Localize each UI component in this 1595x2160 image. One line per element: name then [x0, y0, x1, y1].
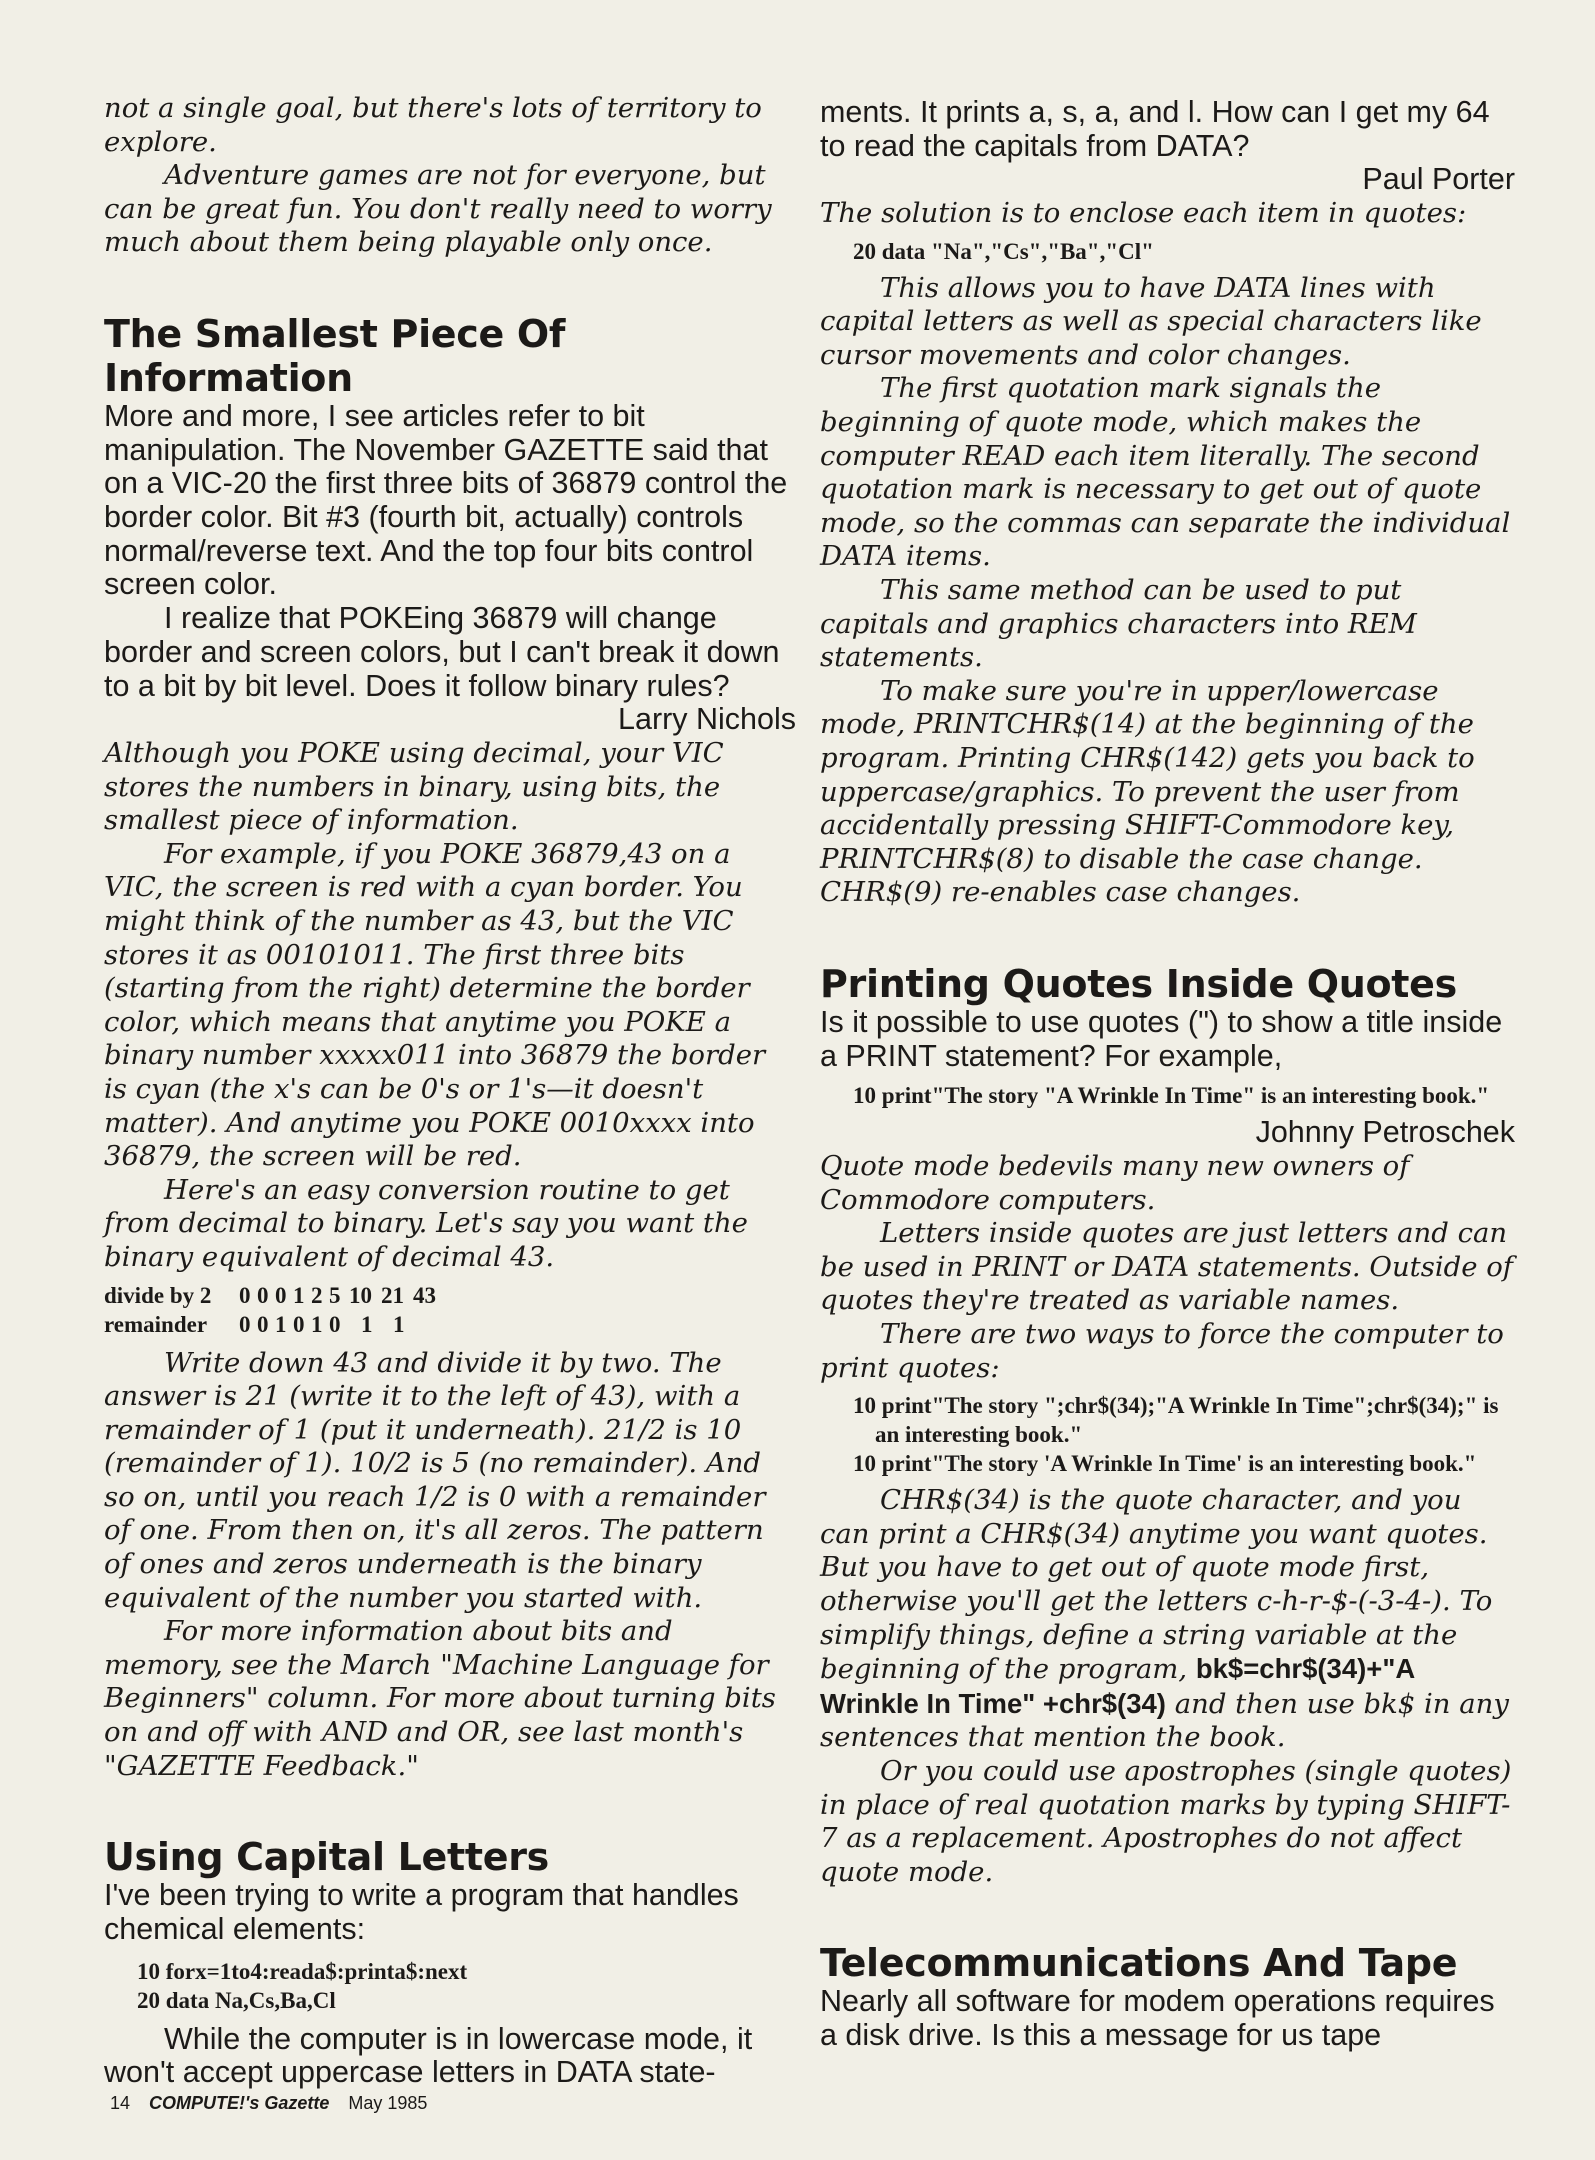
table-cell: 43: [413, 1282, 436, 1308]
code-listing-3: [820, 1081, 1515, 1110]
table-cell: 0: [257, 1311, 269, 1337]
answer-paragraph-8: The first quotation mark signals the beginning of quote mode, which makes the computer READ each item literally. The second quotation mark is necessary to get out of quote mode, so the commas can separate the individual DATA items.: [820, 372, 1511, 573]
table-cell: 2: [311, 1282, 323, 1308]
question-paragraph-3: I've been trying to write a program that handles chemical elements:: [104, 1878, 739, 1946]
code-line: 10 print"The story "A Wrinkle In Time" is an interesting book.": [853, 1083, 1490, 1109]
code-listing-2: [820, 237, 1515, 266]
table-cell: 0: [239, 1311, 251, 1337]
section-title-capital-letters: Using Capital Letters: [104, 1835, 549, 1880]
section-title-telecommunications: Telecommunications And Tape: [820, 1941, 1458, 1986]
answer-paragraph-12: Letters inside quotes are just letters and can be used in PRINT or DATA statements. Outside of quotes they're treated as variable names.: [820, 1217, 1513, 1317]
signature-johnny-petroschek: Johnny Petroschek: [1255, 1115, 1515, 1150]
table-cell: 0: [329, 1311, 341, 1337]
answer-paragraph-4: Write down 43 and divide it by two. The answer is 21 (write it to the left of 43), with a remainder of 1 (put it underneath). 21/2 is 10 (remainder of 1). 10/2 is 5 (no remainder). And so on, until you reach 1/2 is 0 with a remainder of one. From then on, it's all zeros. The pattern of ones and zeros underneath is the binary equivalent of the number you started with.: [104, 1346, 766, 1614]
question-paragraph-5: Is it possible to use quotes (") to show a title inside a PRINT statement? For example,: [820, 1004, 1503, 1073]
answer-paragraph-3: Here's an easy conversion routine to get from decimal to binary. Let's say you want the binary equivalent of decimal 43.: [104, 1173, 748, 1273]
table-cell: 0: [239, 1282, 251, 1308]
page-footer: [110, 2093, 441, 2114]
question-paragraph-1: More and more, I see articles refer to bit manipulation. The November GAZETTE said that on a VIC-20 the first three bits of 36879 control the border color. Bit #3 (fourth bit, actually) controls normal/reverse text. And the top four bits control screen color.: [104, 398, 788, 602]
table-cell: 21: [381, 1282, 404, 1308]
intro-paragraph-2: Adventure games are not for everyone, but can be great fun. You don't really need to worry much about them being playable only once.: [104, 159, 772, 259]
code-line: 10 print"The story ";chr$(34);"A Wrinkle In Time";chr$(34);" is an interesting book.": [853, 1393, 1499, 1448]
answer-paragraph-15: Or you could use apostrophes (single quotes) in place of real quotation marks by typing SHIFT-7 as a replacement. Apostrophes do not affect quote mode.: [820, 1755, 1512, 1888]
table-cell: 1: [293, 1282, 305, 1308]
code-line: 20 data "Na","Cs","Ba","Cl": [853, 238, 1154, 264]
signature-paul-porter: Paul Porter: [1362, 162, 1515, 197]
answer-paragraph-2: For example, if you POKE 36879,43 on a VIC, the screen is red with a cyan border. You might think of the number as 43, but the VIC stores it as 00101011. The first three bits (starting from the right) determine the border color, which means that anytime you POKE a binary number xxxxx011 into 36879 the border is cyan (the x's can be 0's or 1's—it doesn't matter). And anytime you POKE 0010xxxx into 36879, the screen will be red.: [104, 837, 766, 1173]
inline-code: bk$=chr$(34)+"A Wrinkle In Time" +chr$(34): [820, 1653, 1415, 1719]
answer-paragraph-13: There are two ways to force the computer to print quotes:: [820, 1318, 1504, 1384]
question-paragraph-4: While the computer is in lowercase mode, it won't accept uppercase letters in DATA state-: [104, 2021, 753, 2090]
answer-paragraph-5: For more information about bits and memory, see the March "Machine Language for Beginners" column. For more about turning bits on and off with AND and OR, see last month's "GAZETTE Feedback.": [104, 1615, 776, 1782]
question-paragraph-6: Nearly all software for modem operations requires a disk drive. Is this a message for us tape: [820, 1984, 1495, 2053]
question-continuation: ments. It prints a, s, a, and l. How can I get my 64 to read the capitals from DATA?: [820, 95, 1490, 163]
answer-paragraph-11: Quote mode bedevils many new owners of Commodore computers.: [820, 1150, 1410, 1216]
question-paragraph-2: I realize that POKEing 36879 will change border and screen colors, but I can't break it down to a bit by bit level. Does it follow binary rules?: [104, 601, 780, 703]
issue-date: May 1985: [348, 2093, 428, 2113]
page-number: 14: [110, 2093, 131, 2113]
table-cell: 5: [329, 1282, 341, 1308]
binary-conversion-table: [104, 1281, 796, 1339]
table-cell: 0: [275, 1282, 287, 1308]
table-cell: 1: [311, 1311, 323, 1337]
magazine-name: COMPUTE!'s Gazette: [149, 2093, 330, 2113]
code-listing-4: [820, 1391, 1515, 1478]
table-row: [104, 1310, 796, 1339]
answer-paragraph-10: To make sure you're in upper/lowercase mode, PRINTCHR$(14) at the beginning of the program. Printing CHR$(142) gets you back to uppercase/graphics. To prevent the user from accidentally pressing SHIFT-Commodore key, PRINTCHR$(8) to disable the case change. CHR$(9) re-enables case changes.: [820, 674, 1475, 909]
table-row-label: remainder: [104, 1311, 208, 1337]
table-cell: 10: [349, 1282, 372, 1308]
answer-paragraph-7: This allows you to have DATA lines with capital letters as well as special characters like cursor movements and color changes.: [820, 271, 1482, 371]
table-cell: 1: [361, 1311, 373, 1337]
signature-larry-nichols: Larry Nichols: [618, 702, 796, 737]
table-cell: 1: [393, 1311, 405, 1337]
intro-paragraph-1: not a single goal, but there's lots of territory to explore.: [104, 92, 762, 158]
table-cell: 0: [293, 1311, 305, 1337]
table-row: [104, 1281, 796, 1310]
code-line: 10 print"The story 'A Wrinkle In Time' is an interesting book.": [853, 1451, 1477, 1477]
left-column: [104, 92, 796, 2090]
answer-text: and then use bk$ in any sentences that mention the book.: [820, 1687, 1509, 1754]
code-line: 20 data Na,Cs,Ba,Cl: [137, 1987, 336, 2013]
table-cell: 1: [275, 1311, 287, 1337]
right-column: [820, 96, 1515, 2053]
code-listing-1: [104, 1957, 796, 2015]
answer-text: CHR$(34) is the quote character, and you can print a CHR$(34) anytime you want quotes. But you have to get out of quote mode first, otherwise you'll get the letters c-h-r-$-(-3-4-). To simplify things, define a string variable at the beginning of the program,: [820, 1484, 1493, 1686]
answer-paragraph-1: Although you POKE using decimal, your VIC stores the numbers in binary, using bits, the smallest piece of information.: [104, 737, 724, 837]
table-row-label: divide by 2: [104, 1282, 212, 1308]
section-title-printing-quotes: Printing Quotes Inside Quotes: [820, 961, 1457, 1006]
answer-paragraph-14: [820, 1484, 1515, 1755]
code-line: 10 forx=1to4:reada$:printa$:next: [137, 1958, 468, 1984]
answer-paragraph-9: This same method can be used to put capitals and graphics characters into REM statements.: [820, 574, 1417, 674]
answer-paragraph-6: The solution is to enclose each item in quotes:: [820, 197, 1467, 230]
section-title-smallest-piece: The Smallest Piece Of Information: [104, 311, 566, 400]
table-cell: 0: [257, 1282, 269, 1308]
